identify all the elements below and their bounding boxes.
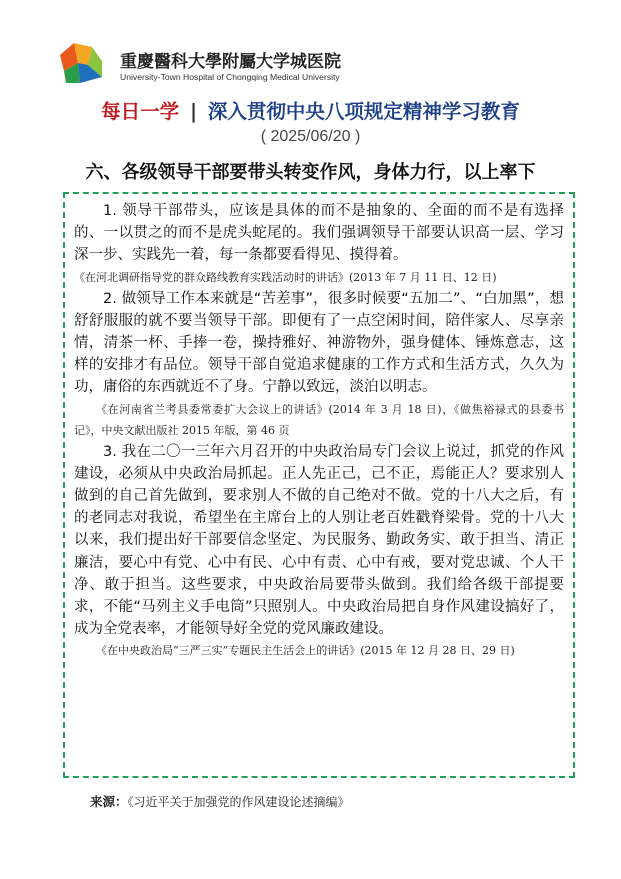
quote-source-2: 《在河南省兰考县委常委扩大会议上的讲话》(2014 年 3 月 18 日)，《做焦裕禄式的县委书记》，中央文献出版社 2015 年版，第 46 页	[74, 402, 564, 437]
page-title	[0, 96, 621, 124]
quote-paragraph-3: 3. 我在二〇一三年六月召开的中央政治局专门会议上说过，抓党的作风建设，必须从中央政治局抓起。正人先正己，己不正，焉能正人？要求别人做到的自己首先做到，要求别人不做的自己绝对不做。党的十八大之后，有的老同志对我说，希望坐在主席台上的人别让老百姓戳脊梁骨。党的十八大以来，我们提出好干部要信念坚定、为民服务、勤政务实、敢于担当、清正廉洁，要心中有党、心中有民、心中有责、心中有戒，要对党忠诚、个人干净、敢于担当。这些要求，中央政治局要带头做到。我们给各级干部提要求，不能“马列主义手电筒”只照别人。中央政治局把自身作风建设搞好了，成为全党表率，才能领导好全党的党风廉政建设。	[74, 443, 564, 638]
quote-box	[63, 192, 575, 778]
source-footer	[90, 792, 350, 810]
hospital-header	[58, 41, 578, 86]
source-title: 《习近平关于加强党的作风建设论述摘编》	[127, 795, 350, 809]
source-label: 来源：	[90, 794, 128, 809]
quote-paragraph-2: 2. 做领导工作本来就是“苦差事”，很多时候要“五加二”、“白加黑”，想舒舒服服的就不要当领导干部。即便有了一点空闲时间，陪伴家人、尽享亲情，清茶一杯、手捧一卷，操持雅好、神游物外，强身健体、锤炼意志，这样的安排才有品位。领导干部自觉追求健康的工作方式和生活方式，久久为功，庸俗的东西就近不了身。宁静以致远，淡泊以明志。	[74, 290, 564, 396]
hospital-name-cn: 重慶醫科大學附屬大学城医院	[120, 52, 341, 72]
section-heading: 六、各级领导干部要带头转变作风，身体力行，以上率下	[85, 162, 536, 183]
title-separator: |	[189, 100, 198, 123]
quote-source-1: 《在河北调研指导党的群众路线教育实践活动时的讲话》(2013 年 7 月 11 日、12 日)	[74, 270, 497, 284]
publish-date: ( 2025/06/20 )	[260, 128, 361, 145]
hospital-logo-icon	[58, 41, 104, 85]
quote-paragraph-1: 1. 领导干部带头，应该是具体的而不是抽象的、全面的而不是有选择的、一以贯之的而不是虎头蛇尾的。我们强调领导干部要认识高一层、学习深一步、实践先一着，每一条都要看得见、摸得着。	[74, 203, 564, 264]
title-main: 深入贯彻中央八项规定精神学习教育	[207, 100, 520, 123]
title-prefix: 每日一学	[101, 100, 180, 123]
hospital-name-en: University-Town Hospital of Chongqing Medical University	[120, 72, 340, 82]
quote-source-3: 《在中央政治局“三严三实”专题民主生活会上的讲话》(2015 年 12 月 28 日、29 日)	[96, 644, 515, 658]
